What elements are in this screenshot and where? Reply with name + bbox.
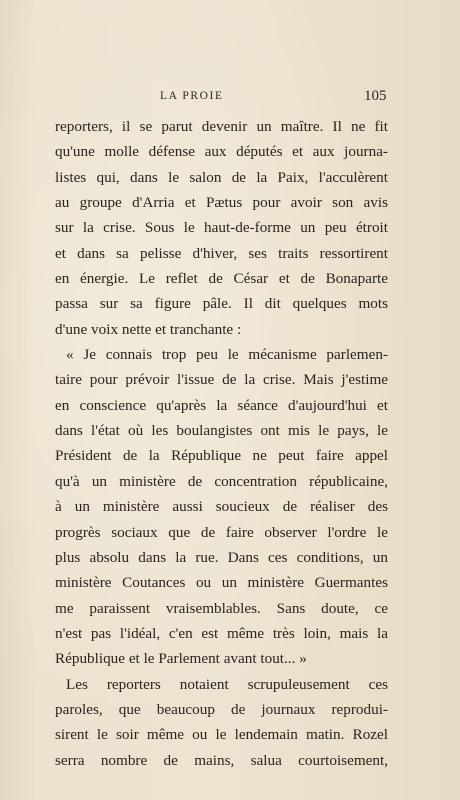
text-line: en conscience qu'après la séance d'aujourd'hui et xyxy=(55,396,388,414)
page-number: 105 xyxy=(364,88,387,104)
text-line: en énergie. Le reflet de César et de Bonaparte xyxy=(55,270,388,288)
text-line: d'une voix nette et tranchante : xyxy=(55,320,242,338)
page-body-text xyxy=(55,114,388,773)
text-line: au groupe d'Arria et Pætus pour avoir son avis xyxy=(55,194,388,212)
text-line: sur la crise. Sous le haut-de-forme un peu étroit xyxy=(55,219,388,237)
text-line: dans l'état où les boulangistes ont mis le pays, le xyxy=(55,422,388,440)
text-line: « Je connais trop peu le mécanisme parlemen- xyxy=(66,346,388,364)
text-line: qu'une molle défense aux députés et aux journa- xyxy=(55,143,388,161)
page-header xyxy=(0,88,460,108)
text-line: n'est pas l'idéal, c'en est même très loin, mais la xyxy=(55,624,388,642)
text-line: Président de la République ne peut faire appel xyxy=(55,447,388,465)
text-line: sirent le soir même ou le lendemain matin. Rozel xyxy=(55,726,388,744)
text-line: taire pour prévoir l'issue de la crise. Mais j'estime xyxy=(55,371,388,389)
text-line: serra nombre de mains, salua courtoisement, xyxy=(55,751,388,769)
text-line: reporters, il se parut devenir un maître. Il ne fit xyxy=(55,118,388,135)
text-line: paroles, que beaucoup de journaux reprodui- xyxy=(55,700,388,718)
running-title: LA PROIE xyxy=(160,90,224,102)
text-line: me paraissent vraisemblables. Sans doute, ce xyxy=(55,599,388,617)
text-line: passa sur sa figure pâle. Il dit quelques mots xyxy=(55,295,388,313)
text-line: ministère Coutances ou un ministère Guermantes xyxy=(55,574,388,592)
text-line: plus absolu dans la rue. Dans ces conditions, un xyxy=(55,548,388,566)
text-line: listes qui, dans le salon de la Paix, l'acculèrent xyxy=(55,168,388,186)
text-line: qu'à un ministère de concentration républicaine, xyxy=(55,472,388,490)
text-line: Les reporters notaient scrupuleusement ces xyxy=(66,675,388,693)
text-line: et dans sa pelisse d'hiver, ses traits ressortirent xyxy=(55,244,388,262)
text-line: à un ministère aussi soucieux de réaliser des xyxy=(55,498,388,516)
text-line: progrès sociaux que de faire observer l'ordre le xyxy=(55,523,388,541)
text-line: République et le Parlement avant tout... » xyxy=(55,650,307,668)
